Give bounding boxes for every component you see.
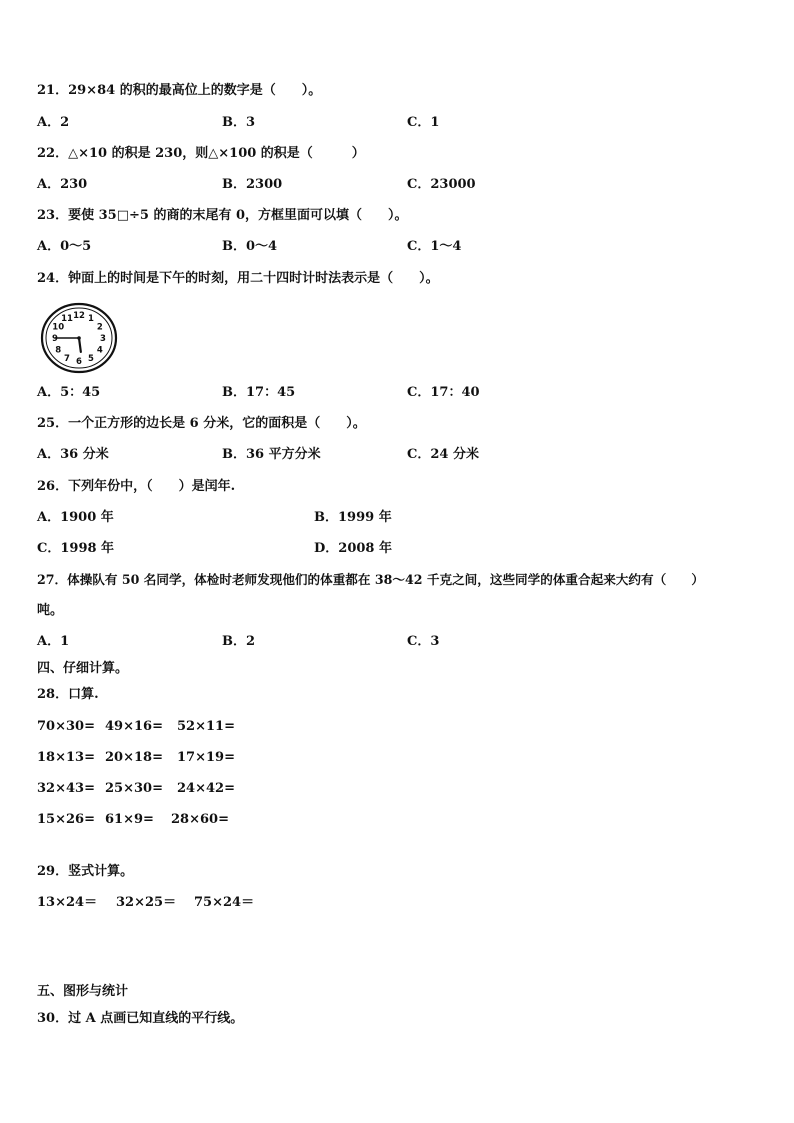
q28-item: 32×43=	[37, 781, 95, 796]
clock-numeral: 4	[96, 345, 103, 356]
section-4-heading: 四、仔细计算。	[37, 661, 129, 676]
q26-option-d: D．2008 年	[314, 541, 392, 556]
q26-option-b: B．1999 年	[314, 510, 392, 525]
clock-numeral: 11	[61, 314, 73, 325]
q28-item: 24×42=	[177, 781, 235, 796]
clock-numeral: 6	[76, 357, 82, 367]
q23-stem: 23．要使 35□÷5 的商的末尾有 0，方框里面可以填（ ）。	[37, 208, 408, 223]
q28-item: 15×26=	[37, 812, 95, 827]
q27-option-b: B．2	[222, 634, 256, 649]
q28-item: 20×18=	[105, 750, 163, 765]
q28-title: 28．口算.	[37, 687, 99, 702]
q25-option-b: B．36 平方分米	[222, 447, 321, 462]
q22-option-b: B．2300	[222, 177, 283, 192]
clock-numeral: 8	[55, 345, 62, 356]
q28-item: 52×11=	[177, 719, 235, 734]
clock-numeral: 5	[88, 353, 94, 364]
q28-item: 28×60=	[171, 812, 229, 827]
q24-option-b: B．17：45	[222, 385, 296, 400]
q29-item: 75×24＝	[194, 895, 255, 910]
q27-stem: 27．体操队有 50 名同学，体检时老师发现他们的体重都在 38～42 千克之间，这些同学的体重合起来大约有（ ）	[37, 572, 704, 587]
q21-option-c: C．1	[407, 115, 440, 130]
section-5-heading: 五、图形与统计	[37, 984, 129, 999]
q29-item: 32×25＝	[116, 895, 177, 910]
clock-face-icon	[40, 302, 118, 374]
q25-stem: 25．一个正方形的边长是 6 分米，它的面积是（ ）。	[37, 416, 366, 431]
q23-option-a: A．0～5	[37, 239, 92, 254]
q21-stem: 21．29×84 的积的最高位上的数字是（ ）。	[37, 83, 322, 98]
clock-numeral: 1	[88, 314, 94, 325]
q21-option-a: A．2	[37, 115, 70, 130]
clock-numeral: 10	[52, 322, 65, 333]
q26-option-c: C．1998 年	[37, 541, 115, 556]
q24-option-a: A．5：45	[37, 385, 101, 400]
q28-item: 17×19=	[177, 750, 235, 765]
clock-numeral: 3	[100, 334, 106, 344]
clock-numeral: 12	[73, 311, 85, 321]
q28-item: 18×13=	[37, 750, 95, 765]
q21-option-b: B．3	[222, 115, 256, 130]
q23-option-c: C．1～4	[407, 239, 462, 254]
q23-option-b: B．0～4	[222, 239, 278, 254]
q30-title: 30．过 A 点画已知直线的平行线。	[37, 1011, 244, 1026]
q22-option-a: A．230	[37, 177, 88, 192]
clock-numeral: 7	[64, 353, 70, 364]
q25-option-a: A．36 分米	[37, 447, 109, 462]
q28-item: 70×30=	[37, 719, 95, 734]
q26-stem: 26．下列年份中，（ ）是闰年.	[37, 479, 236, 494]
q26-option-a: A．1900 年	[37, 510, 114, 525]
q28-item: 49×16=	[105, 719, 163, 734]
q24-stem: 24．钟面上的时间是下午的时刻，用二十四时计时法表示是（ ）。	[37, 271, 439, 286]
clock-numeral: 9	[52, 334, 58, 344]
q29-title: 29．竖式计算。	[37, 864, 134, 879]
q22-stem: 22．△×10 的积是 230，则△×100 的积是（ ）	[37, 146, 365, 161]
clock-hour-hand	[79, 338, 81, 352]
q29-item: 13×24＝	[37, 895, 98, 910]
clock-numeral: 2	[96, 322, 103, 333]
q28-item: 25×30=	[105, 781, 163, 796]
q25-option-c: C．24 分米	[407, 447, 479, 462]
q27-option-c: C．3	[407, 634, 440, 649]
q28-item: 61×9=	[105, 812, 154, 827]
q24-option-c: C．17：40	[407, 385, 480, 400]
q22-option-c: C．23000	[407, 177, 476, 192]
q27-stem-continued: 吨。	[37, 603, 64, 618]
q27-option-a: A．1	[37, 634, 70, 649]
